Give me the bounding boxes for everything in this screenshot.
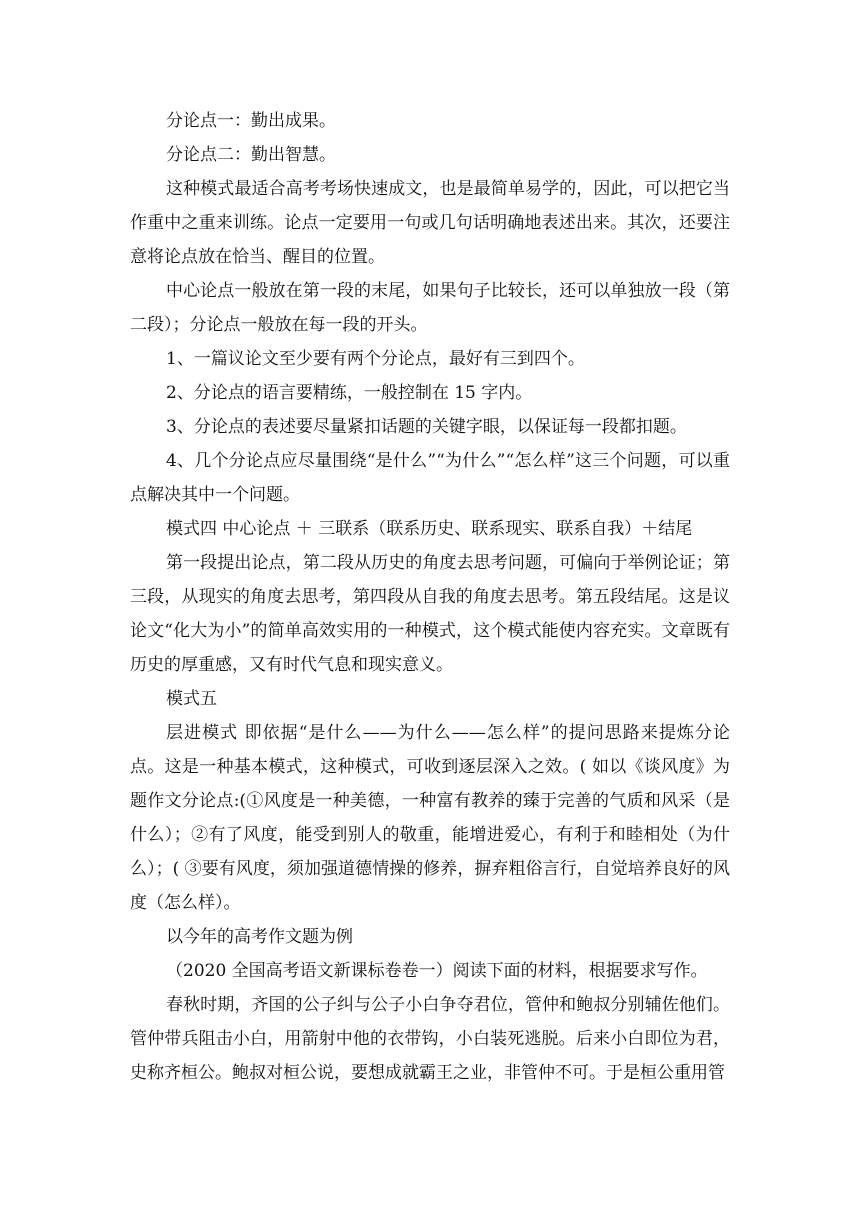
document-body [130, 104, 730, 1090]
list-item-2: 2、分论点的语言要精练，一般控制在 15 字内。 [166, 383, 533, 403]
paragraph-material: 春秋时期，齐国的公子纠与公子小白争夺君位，管仲和鲍叔分别辅佐他们。管仲带兵阻击小白，用箭射中他的衣带钩，小白装死逃脱。后来小白即位为君，史称齐桓公。鲍叔对桓公说，要想成就霸王之业，非管仲不可。于是桓公重用管 [130, 995, 730, 1083]
paragraph-thesis-placement: 中心论点一般放在第一段的末尾，如果句子比较长，还可以单独放一段（第二段）；分论点一般放在每一段的开头。 [130, 281, 730, 335]
paragraph-example-intro: 以今年的高考作文题为例 [166, 927, 353, 947]
paragraph-progressive-mode: 层进模式 即依据“是什么——为什么——怎么样”的提问思路来提炼分论点。这是一种基本模式，这种模式，可收到逐层深入之效。( 如以《谈风度》为题作文分论点:(①风度是一种美德，一种富有教养的臻于完善的气质和风采（是什么）；②有了风度，能受到别人的敬重，能增进爱心，有利于和睦相处（为什么）；( ③要有风度，须加强道德情操的修养，摒弃粗俗言行，自觉培养良好的风度（怎么样）。 [130, 723, 730, 913]
heading-mode-four: 模式四 中心论点 ＋ 三联系（联系历史、联系现实、联系自我）＋结尾 [166, 519, 693, 539]
paragraph-sub-point-2: 分论点二：勤出智慧。 [166, 145, 336, 165]
paragraph-exam-prompt: （2020 全国高考语文新课标卷卷一）阅读下面的材料，根据要求写作。 [166, 961, 708, 981]
paragraph-mode-four-explanation: 第一段提出论点，第二段从历史的角度去思考问题，可偏向于举例论证；第三段，从现实的角度去思考，第四段从自我的角度去思考。第五段结尾。这是议论文“化大为小”的简单高效实用的一种模式，这个模式能使内容充实。文章既有历史的厚重感，又有时代气息和现实意义。 [130, 553, 730, 675]
list-item-4: 4、几个分论点应尽量围绕“是什么”“为什么”“怎么样”这三个问题，可以重点解决其中一个问题。 [130, 451, 730, 505]
paragraph-sub-point-1: 分论点一：勤出成果。 [166, 111, 336, 131]
list-item-3: 3、分论点的表述要尽量紧扣话题的关键字眼，以保证每一段都扣题。 [166, 417, 687, 437]
paragraph-mode-explanation: 这种模式最适合高考考场快速成文，也是最简单易学的，因此，可以把它当作重中之重来训练。论点一定要用一句或几句话明确地表述出来。其次，还要注意将论点放在恰当、醒目的位置。 [130, 179, 730, 267]
heading-mode-five: 模式五 [166, 689, 217, 709]
list-item-1: 1、一篇议论文至少要有两个分论点，最好有三到四个。 [166, 349, 585, 369]
